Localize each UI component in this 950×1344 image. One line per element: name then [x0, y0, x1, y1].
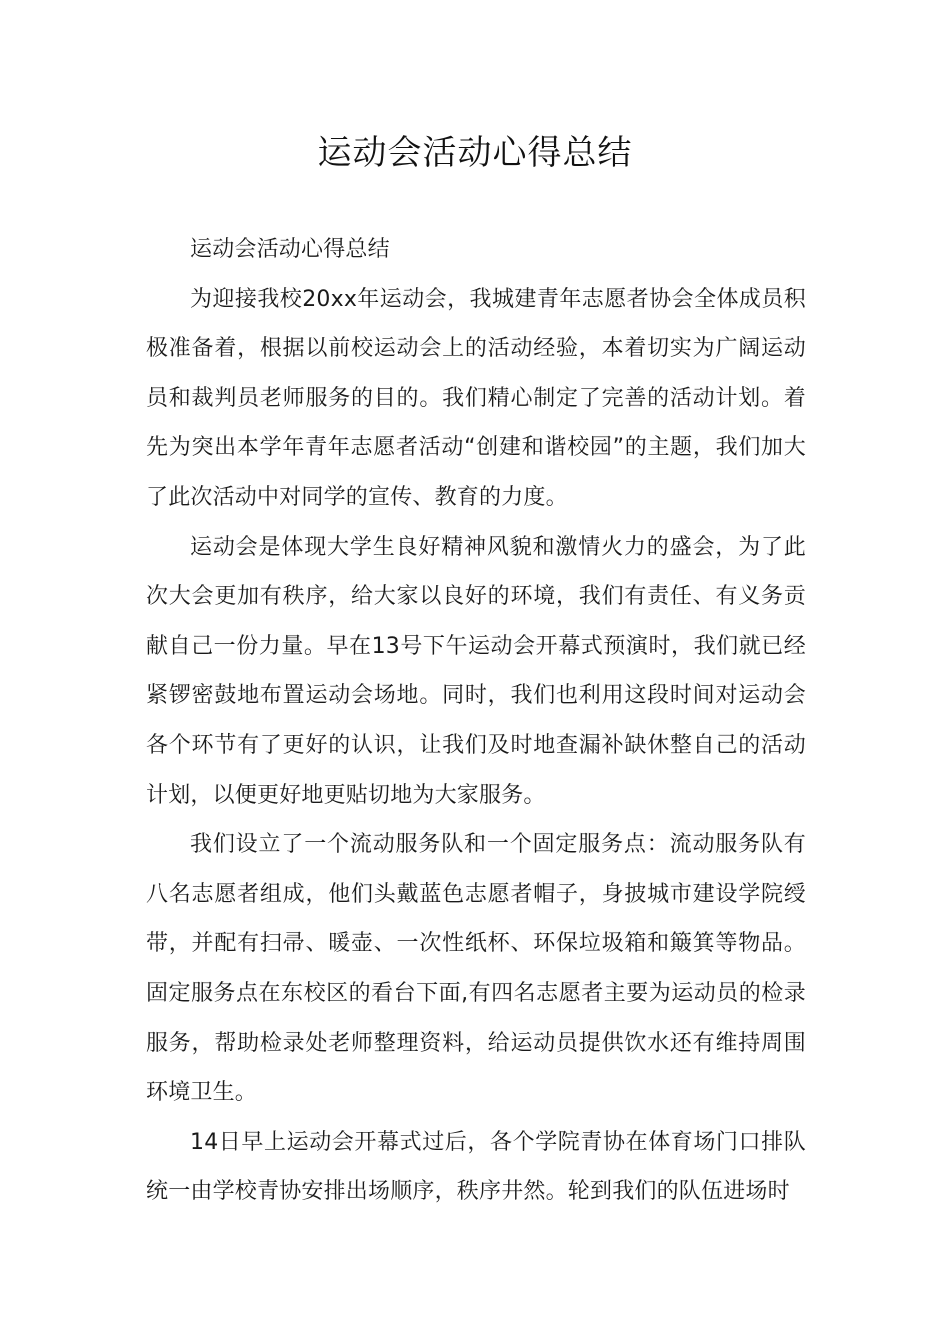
- paragraph-1: 为迎接我校20xx年运动会，我城建青年志愿者协会全体成员积极准备着，根据以前校运动会上的活动经验，本着切实为广阔运动员和裁判员老师服务的目的。我们精心制定了完善的活动计划。着先为突出本学年青年志愿者活动“创建和谐校园”的主题，我们加大了此次活动中对同学的宣传、教育的力度。: [146, 286, 806, 510]
- paragraph-3: 我们设立了一个流动服务队和一个固定服务点：流动服务队有八名志愿者组成，他们头戴蓝色志愿者帽子，身披城市建设学院绶带，并配有扫帚、暖壶、一次性纸杯、环保垃圾箱和簸箕等物品。固定服务点在东校区的看台下面,有四名志愿者主要为运动员的检录服务，帮助检录处老师整理资料，给运动员提供饮水还有维持周围环境卫生。: [146, 832, 806, 1106]
- paragraph-4: 14日早上运动会开幕式过后，各个学院青协在体育场门口排队统一由学校青协安排出场顺序，秩序井然。轮到我们的队伍进场时: [146, 1129, 806, 1205]
- paragraph-subtitle: 运动会活动心得总结: [190, 237, 390, 262]
- paragraph-2: 运动会是体现大学生良好精神风貌和激情火力的盛会，为了此次大会更加有秩序，给大家以良好的环境，我们有责任、有义务贡献自己一份力量。早在13号下午运动会开幕式预演时，我们就已经紧锣密鼓地布置运动会场地。同时，我们也利用这段时间对运动会各个环节有了更好的认识，让我们及时地查漏补缺休整自己的活动计划，以便更好地更贴切地为大家服务。: [146, 534, 806, 808]
- document-body: [146, 225, 806, 1217]
- document-title: 运动会活动心得总结: [317, 133, 633, 173]
